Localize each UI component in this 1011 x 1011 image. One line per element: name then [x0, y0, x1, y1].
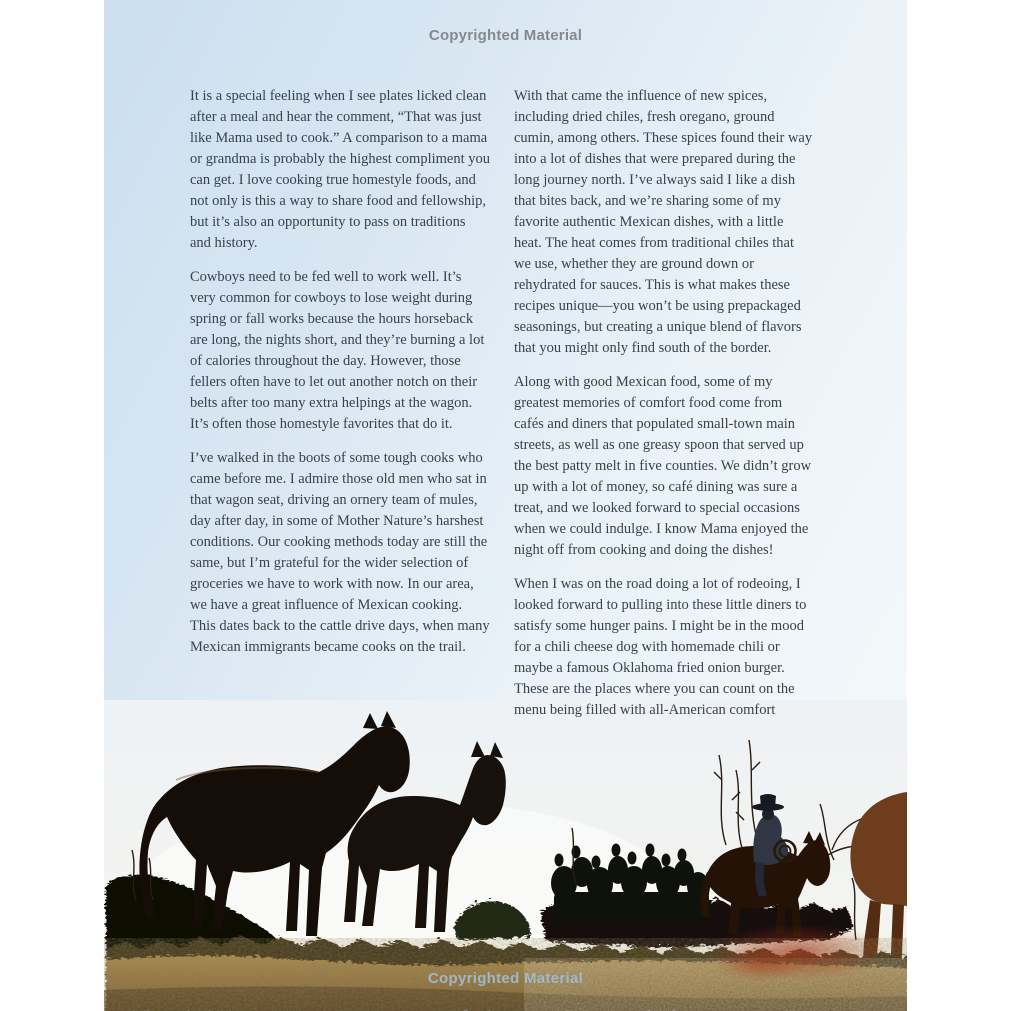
paragraph: When I was on the road doing a lot of rodeoing, I looked forward to pulling into these little diners to satisfy some hunger pains. I might be in the mood for a chili cheese dog with homemade chili or maybe a famous Oklahoma fried onion burger. These are the places where you can count on the menu being filled with all-American comfort [514, 576, 807, 718]
text-columns [190, 86, 814, 734]
paragraph: It is a special feeling when I see plates licked clean after a meal and hear the comment, “That was just like Mama used to cook.” A comparison to a mama or grandma is probably the highest compliment you can get. I love cooking true homestyle foods, and not only is this a way to share food and fellowship, but it’s also an opportunity to pass on traditions and history. [190, 88, 491, 251]
paragraph: With that came the influence of new spices, including dried chiles, fresh oregano, ground cumin, among others. These spices found their way into a lot of dishes that were prepared during the long journey north. I’ve always said I like a dish that bites back, and we’re sharing some of my favorite authentic Mexican dishes, with a little heat. The heat comes from traditional chiles that we use, whether they are ground down or rehydrated for sauces. This is what makes these recipes unique—you won’t be using prepackaged seasonings, but creating a unique blend of flavors that you might only find south of the border. [514, 88, 813, 356]
paragraph: Cowboys need to be fed well to work well. It’s very common for cowboys to lose weight during spring or fall works because the hours horseback are long, the nights short, and they’re burning a lot of calories throughout the day. However, those fellers often have to let out another notch on their belts after too many extra helpings at the wagon. It’s often those homestyle favorites that do it. [190, 269, 485, 432]
right-column [514, 86, 814, 734]
cowboy-hat-crown [760, 794, 776, 807]
copyright-watermark-bottom: Copyrighted Material [427, 970, 584, 987]
copyright-watermark-top: Copyrighted Material [428, 27, 583, 44]
horses-photo [104, 700, 907, 1011]
paragraph: I’ve walked in the boots of some tough cooks who came before me. I admire those old men who sat in that wagon seat, driving an ornery team of mules, day after day, in some of Mother Nature’s harshest conditions. Our cooking methods today are still the same, but I’m grateful for the wider selection of groceries we have to work with now. In our area, we have a great influence of Mexican cooking. This dates back to the cattle drive days, when many Mexican immigrants became cooks on the trail. [190, 450, 490, 655]
left-column [190, 86, 490, 734]
page-background [104, 0, 907, 1011]
horses-photo-svg [104, 700, 907, 1011]
paragraph: Along with good Mexican food, some of my greatest memories of comfort food come from cafés and diners that populated small-town main streets, as well as one greasy spoon that served up the best patty melt in five counties. We didn’t grow up with a lot of money, so café dining was sure a treat, and we looked forward to special occasions when we could indulge. I know Mama enjoyed the night off from cooking and doing the dishes! [514, 374, 812, 558]
